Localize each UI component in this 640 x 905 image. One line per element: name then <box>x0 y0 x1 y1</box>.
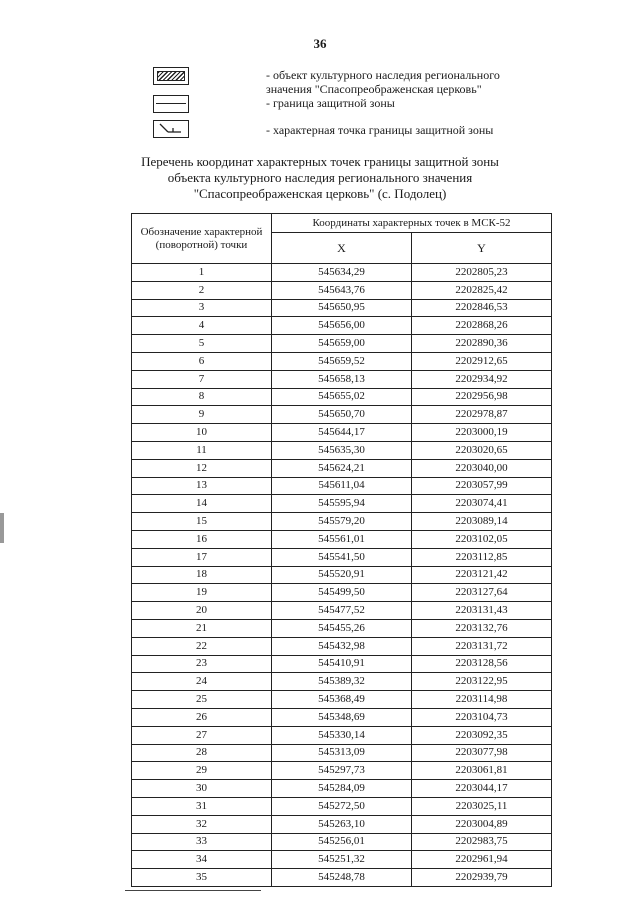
y-coordinate-cell: 2203004,89 <box>412 815 552 833</box>
legend-text-boundary <box>266 96 395 110</box>
point-number-cell: 5 <box>132 335 272 353</box>
table-row <box>132 388 552 406</box>
point-number-cell: 2 <box>132 281 272 299</box>
table-row <box>132 708 552 726</box>
y-coordinate-cell: 2203131,43 <box>412 602 552 620</box>
document-heading <box>0 154 640 202</box>
y-coordinate-cell: 2203020,65 <box>412 441 552 459</box>
x-coordinate-cell: 545368,49 <box>272 691 412 709</box>
x-coordinate-cell: 545330,14 <box>272 726 412 744</box>
y-coordinate-cell: 2202890,36 <box>412 335 552 353</box>
y-coordinate-cell: 2203040,00 <box>412 459 552 477</box>
point-number-cell: 3 <box>132 299 272 317</box>
table-row <box>132 495 552 513</box>
point-number-cell: 35 <box>132 869 272 887</box>
y-coordinate-cell: 2202912,65 <box>412 352 552 370</box>
point-number-cell: 23 <box>132 655 272 673</box>
table-row <box>132 299 552 317</box>
point-number-cell: 17 <box>132 548 272 566</box>
x-coordinate-cell: 545659,52 <box>272 352 412 370</box>
x-coordinate-cell: 545643,76 <box>272 281 412 299</box>
point-number-cell: 10 <box>132 424 272 442</box>
y-coordinate-cell: 2202939,79 <box>412 869 552 887</box>
x-coordinate-cell: 545656,00 <box>272 317 412 335</box>
x-coordinate-cell: 545389,32 <box>272 673 412 691</box>
x-coordinate-cell: 545541,50 <box>272 548 412 566</box>
y-coordinate-cell: 2203000,19 <box>412 424 552 442</box>
point-number-cell: 9 <box>132 406 272 424</box>
x-coordinate-cell: 545499,50 <box>272 584 412 602</box>
point-number-cell: 15 <box>132 513 272 531</box>
boundary-line-icon <box>153 95 189 113</box>
y-coordinate-cell: 2202805,23 <box>412 264 552 282</box>
y-coordinate-cell: 2203089,14 <box>412 513 552 531</box>
y-coordinate-cell: 2203074,41 <box>412 495 552 513</box>
point-number-cell: 32 <box>132 815 272 833</box>
y-coordinate-cell: 2203112,85 <box>412 548 552 566</box>
point-number-cell: 22 <box>132 637 272 655</box>
footnote-separator <box>125 890 261 891</box>
x-coordinate-cell: 545659,00 <box>272 335 412 353</box>
table-row <box>132 424 552 442</box>
x-coordinate-cell: 545635,30 <box>272 441 412 459</box>
table-row <box>132 780 552 798</box>
y-coordinate-cell: 2202978,87 <box>412 406 552 424</box>
y-coordinate-cell: 2202825,42 <box>412 281 552 299</box>
x-coordinate-cell: 545650,70 <box>272 406 412 424</box>
x-coordinate-cell: 545455,26 <box>272 619 412 637</box>
heading-line: Перечень координат характерных точек границы защитной зоны <box>141 154 499 169</box>
point-number-cell: 1 <box>132 264 272 282</box>
y-coordinate-cell: 2203127,64 <box>412 584 552 602</box>
table-row <box>132 548 552 566</box>
point-number-cell: 20 <box>132 602 272 620</box>
table-row <box>132 851 552 869</box>
scan-edge-mark <box>0 513 4 543</box>
y-coordinate-cell: 2203025,11 <box>412 797 552 815</box>
legend-text-line: - характерная точка границы защитной зоны <box>266 123 494 137</box>
table-row <box>132 566 552 584</box>
table-row <box>132 869 552 887</box>
heading-line: "Спасопреображенская церковь" (с. Подолец) <box>193 186 447 201</box>
point-number-cell: 7 <box>132 370 272 388</box>
table-row <box>132 477 552 495</box>
y-coordinate-cell: 2203057,99 <box>412 477 552 495</box>
y-coordinate-cell: 2203044,17 <box>412 780 552 798</box>
point-number-cell: 18 <box>132 566 272 584</box>
point-number-cell: 24 <box>132 673 272 691</box>
table-row <box>132 619 552 637</box>
table-row <box>132 637 552 655</box>
y-coordinate-cell: 2202846,53 <box>412 299 552 317</box>
x-coordinate-cell: 545634,29 <box>272 264 412 282</box>
point-number-cell: 30 <box>132 780 272 798</box>
point-number-cell: 12 <box>132 459 272 477</box>
legend-text-line: - граница защитной зоны <box>266 96 395 110</box>
legend-text-line: - объект культурного наследия регионального <box>266 68 500 82</box>
table-row <box>132 833 552 851</box>
y-coordinate-cell: 2202868,26 <box>412 317 552 335</box>
table-row <box>132 797 552 815</box>
table-row <box>132 762 552 780</box>
x-coordinate-cell: 545256,01 <box>272 833 412 851</box>
x-coordinate-cell: 545297,73 <box>272 762 412 780</box>
table-row <box>132 691 552 709</box>
legend-item-boundary <box>0 95 640 117</box>
legend-text-line: значения "Спасопреображенская церковь" <box>266 82 482 96</box>
point-designation-header: Обозначение характерной (поворотной) точки <box>132 214 272 264</box>
point-number-cell: 6 <box>132 352 272 370</box>
y-coordinate-cell: 2203128,56 <box>412 655 552 673</box>
point-number-cell: 11 <box>132 441 272 459</box>
y-coordinate-cell: 2202961,94 <box>412 851 552 869</box>
coordinates-table <box>131 213 552 887</box>
y-column-header: Y <box>412 233 552 264</box>
y-coordinate-cell: 2203061,81 <box>412 762 552 780</box>
table-row <box>132 584 552 602</box>
table-row <box>132 815 552 833</box>
x-coordinate-cell: 545650,95 <box>272 299 412 317</box>
page-number: 36 <box>313 36 327 51</box>
x-coordinate-cell: 545248,78 <box>272 869 412 887</box>
table-row <box>132 459 552 477</box>
point-number-cell: 27 <box>132 726 272 744</box>
y-coordinate-cell: 2203132,76 <box>412 619 552 637</box>
table-row <box>132 726 552 744</box>
x-coordinate-cell: 545410,91 <box>272 655 412 673</box>
point-number-cell: 4 <box>132 317 272 335</box>
table-row <box>132 673 552 691</box>
point-number-cell: 19 <box>132 584 272 602</box>
x-coordinate-cell: 545658,13 <box>272 370 412 388</box>
coordinates-header: Координаты характерных точек в МСК-52 <box>272 214 552 233</box>
x-coordinate-cell: 545284,09 <box>272 780 412 798</box>
point-number-cell: 16 <box>132 530 272 548</box>
point-number-cell: 14 <box>132 495 272 513</box>
legend-text-boundary-point <box>266 123 493 137</box>
table-row <box>132 513 552 531</box>
boundary-point-icon <box>153 120 189 138</box>
legend-item-boundary-point <box>0 120 640 142</box>
y-coordinate-cell: 2203114,98 <box>412 691 552 709</box>
table-row <box>132 317 552 335</box>
x-coordinate-cell: 545477,52 <box>272 602 412 620</box>
point-number-cell: 34 <box>132 851 272 869</box>
point-number-cell: 29 <box>132 762 272 780</box>
legend-item-heritage-object <box>0 67 640 96</box>
y-coordinate-cell: 2203092,35 <box>412 726 552 744</box>
point-number-cell: 31 <box>132 797 272 815</box>
point-number-cell: 28 <box>132 744 272 762</box>
table-row <box>132 655 552 673</box>
legend-text-heritage-object <box>266 68 500 96</box>
y-coordinate-cell: 2203121,42 <box>412 566 552 584</box>
x-coordinate-cell: 545655,02 <box>272 388 412 406</box>
x-coordinate-cell: 545272,50 <box>272 797 412 815</box>
hatched-rectangle-icon <box>153 67 189 85</box>
y-coordinate-cell: 2202934,92 <box>412 370 552 388</box>
x-coordinate-cell: 545520,91 <box>272 566 412 584</box>
table-row <box>132 602 552 620</box>
y-coordinate-cell: 2203102,05 <box>412 530 552 548</box>
x-column-header: X <box>272 233 412 264</box>
x-coordinate-cell: 545561,01 <box>272 530 412 548</box>
table-row <box>132 744 552 762</box>
x-coordinate-cell: 545251,32 <box>272 851 412 869</box>
y-coordinate-cell: 2203131,72 <box>412 637 552 655</box>
table-row <box>132 406 552 424</box>
x-coordinate-cell: 545348,69 <box>272 708 412 726</box>
point-number-cell: 25 <box>132 691 272 709</box>
point-number-cell: 8 <box>132 388 272 406</box>
table-row <box>132 352 552 370</box>
heading-line: объекта культурного наследия регионального значения <box>167 170 473 185</box>
x-coordinate-cell: 545579,20 <box>272 513 412 531</box>
table-row <box>132 370 552 388</box>
x-coordinate-cell: 545263,10 <box>272 815 412 833</box>
y-coordinate-cell: 2203077,98 <box>412 744 552 762</box>
y-coordinate-cell: 2202983,75 <box>412 833 552 851</box>
x-coordinate-cell: 545644,17 <box>272 424 412 442</box>
x-coordinate-cell: 545432,98 <box>272 637 412 655</box>
y-coordinate-cell: 2203122,95 <box>412 673 552 691</box>
x-coordinate-cell: 545595,94 <box>272 495 412 513</box>
table-row <box>132 335 552 353</box>
y-coordinate-cell: 2202956,98 <box>412 388 552 406</box>
table-row <box>132 264 552 282</box>
y-coordinate-cell: 2203104,73 <box>412 708 552 726</box>
point-number-cell: 21 <box>132 619 272 637</box>
point-number-cell: 26 <box>132 708 272 726</box>
x-coordinate-cell: 545624,21 <box>272 459 412 477</box>
table-row <box>132 281 552 299</box>
x-coordinate-cell: 545611,04 <box>272 477 412 495</box>
table-row <box>132 530 552 548</box>
point-number-cell: 13 <box>132 477 272 495</box>
point-number-cell: 33 <box>132 833 272 851</box>
x-coordinate-cell: 545313,09 <box>272 744 412 762</box>
table-row <box>132 441 552 459</box>
